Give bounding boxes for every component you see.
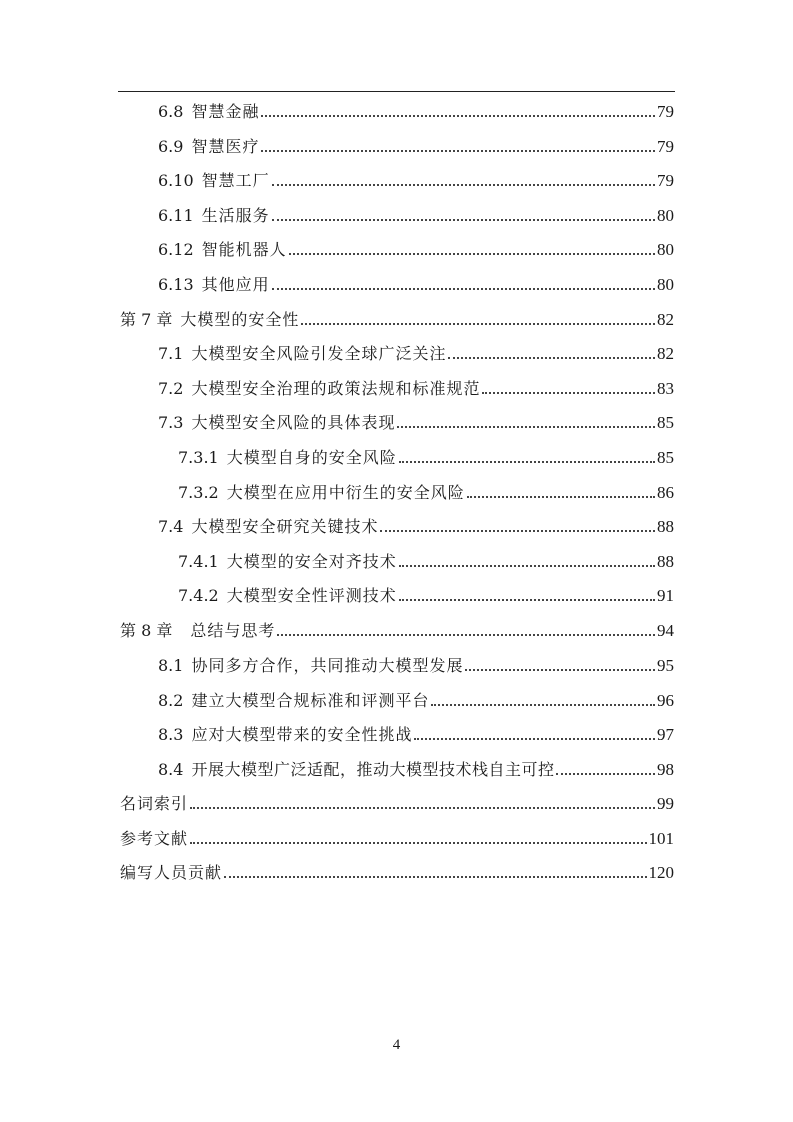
dot-leader <box>261 115 655 117</box>
toc-subentry[interactable] <box>178 580 674 606</box>
toc-entry[interactable] <box>158 234 674 260</box>
toc-subentry[interactable] <box>178 546 674 572</box>
toc-entry-number: 7.3.2 <box>178 483 219 502</box>
toc-entry-number: 6.9 <box>158 137 184 156</box>
toc-entry-title: 生活服务 <box>201 206 270 225</box>
toc-entry-number: 7.2 <box>158 379 184 398</box>
dot-leader <box>190 842 646 844</box>
toc-entry-references[interactable] <box>120 823 674 849</box>
toc-entry-title: 大模型自身的安全风险 <box>226 448 397 467</box>
toc-entry-number: 7.3 <box>158 413 184 432</box>
toc-entry[interactable] <box>158 685 674 711</box>
toc-entry[interactable] <box>158 165 674 191</box>
dot-leader <box>224 876 646 878</box>
dot-leader <box>399 565 655 567</box>
toc-entry-page: 79 <box>657 171 674 190</box>
toc-entry-page: 97 <box>657 725 674 744</box>
toc-entry-title: 大模型的安全性 <box>180 310 300 329</box>
toc-entry-number: 6.12 <box>158 240 194 259</box>
toc-entry-page: 80 <box>657 275 674 294</box>
toc-entry-page: 96 <box>657 691 674 710</box>
toc-entry-index[interactable] <box>120 788 674 814</box>
dot-leader <box>289 253 655 255</box>
toc-entry-title: 大模型安全风险引发全球广泛关注 <box>191 344 447 363</box>
dot-leader <box>272 184 655 186</box>
dot-leader <box>482 392 655 394</box>
dot-leader <box>272 288 655 290</box>
toc-entry-page: 94 <box>657 621 674 640</box>
toc-entry-title: 应对大模型带来的安全性挑战 <box>191 725 413 744</box>
toc-entry-page: 88 <box>657 552 674 571</box>
toc-entry-title: 智能机器人 <box>201 240 287 259</box>
dot-leader <box>277 634 655 636</box>
dot-leader <box>190 807 655 809</box>
toc-entry-number: 第 8 章 <box>120 621 173 640</box>
toc-subentry[interactable] <box>178 442 674 468</box>
toc-entry-title: 大模型在应用中衍生的安全风险 <box>226 483 465 502</box>
toc-entry-title: 大模型安全研究关键技术 <box>191 517 379 536</box>
toc-entry-page: 88 <box>657 517 674 536</box>
toc-entry-page: 101 <box>648 829 674 848</box>
toc-entry-number: 7.3.1 <box>178 448 219 467</box>
dot-leader <box>431 704 655 706</box>
dot-leader <box>465 669 655 671</box>
toc-entry-page: 85 <box>657 448 674 467</box>
toc-entry-page: 91 <box>657 586 674 605</box>
toc-chapter[interactable] <box>120 304 674 330</box>
toc-entry-title: 协同多方合作，共同推动大模型发展 <box>191 656 464 675</box>
toc-entry-number: 第 7 章 <box>120 310 173 329</box>
toc-entry-contributors[interactable] <box>120 857 674 883</box>
toc-entry-number: 6.8 <box>158 102 184 121</box>
toc-entry-title: 名词索引 <box>120 794 189 813</box>
toc-entry-title: 参考文献 <box>120 829 189 848</box>
toc-entry[interactable] <box>158 407 674 433</box>
page-number: 4 <box>392 1037 401 1053</box>
dot-leader <box>261 150 655 152</box>
toc-entry-title: 建立大模型合规标准和评测平台 <box>191 691 430 710</box>
toc-entry-title: 大模型安全性评测技术 <box>226 586 397 605</box>
toc-entry-number: 8.3 <box>158 725 184 744</box>
dot-leader <box>399 461 655 463</box>
toc-entry-page: 82 <box>657 310 674 329</box>
toc-entry-number: 8.2 <box>158 691 184 710</box>
toc-entry-title: 开展大模型广泛适配，推动大模型技术栈自主可控 <box>191 760 555 779</box>
toc-entry-title: 编写人员贡献 <box>120 863 223 882</box>
dot-leader <box>556 773 655 775</box>
toc-entry-page: 80 <box>657 240 674 259</box>
toc-entry-page: 79 <box>657 137 674 156</box>
toc-entry-title: 智慧金融 <box>191 102 260 121</box>
toc-entry[interactable] <box>158 373 674 399</box>
toc-chapter[interactable] <box>120 615 674 641</box>
toc-subentry[interactable] <box>178 477 674 503</box>
toc-entry-page: 79 <box>657 102 674 121</box>
toc-entry-title: 大模型安全治理的政策法规和标准规范 <box>191 379 481 398</box>
toc-entry-title: 大模型安全风险的具体表现 <box>191 413 396 432</box>
toc-entry[interactable] <box>158 269 674 295</box>
toc-entry[interactable] <box>158 131 674 157</box>
toc-entry-page: 98 <box>657 760 674 779</box>
toc-entry-number: 6.13 <box>158 275 194 294</box>
toc-entry-page: 85 <box>657 413 674 432</box>
dot-leader <box>399 599 655 601</box>
dot-leader <box>467 496 655 498</box>
toc-entry-number: 8.4 <box>158 760 184 779</box>
toc-entry[interactable] <box>158 200 674 226</box>
toc-entry[interactable] <box>158 338 674 364</box>
toc-entry-title: 大模型的安全对齐技术 <box>226 552 397 571</box>
toc-entry-page: 83 <box>657 379 674 398</box>
dot-leader <box>301 323 655 325</box>
toc-entry-number: 7.4.1 <box>178 552 219 571</box>
toc-entry-number: 7.4 <box>158 517 184 536</box>
toc-entry-number: 8.1 <box>158 656 184 675</box>
toc-entry[interactable] <box>158 719 674 745</box>
toc-entry-title: 智慧医疗 <box>191 137 260 156</box>
dot-leader <box>272 219 655 221</box>
toc-entry-page: 86 <box>657 483 674 502</box>
toc-entry-number: 6.10 <box>158 171 194 190</box>
dot-leader <box>414 738 655 740</box>
toc-entry[interactable] <box>158 754 674 780</box>
toc-entry[interactable] <box>158 511 674 537</box>
toc-entry[interactable] <box>158 96 674 122</box>
toc-entry-page: 99 <box>657 794 674 813</box>
dot-leader <box>448 357 655 359</box>
toc-entry-page: 80 <box>657 206 674 225</box>
toc-entry-number: 7.1 <box>158 344 184 363</box>
dot-leader <box>397 426 655 428</box>
toc-entry-title: 智慧工厂 <box>201 171 270 190</box>
dot-leader <box>380 530 655 532</box>
toc-entry-page: 120 <box>648 863 674 882</box>
header-rule <box>118 91 675 92</box>
toc-entry-number: 7.4.2 <box>178 586 219 605</box>
toc-entry-page: 95 <box>657 656 674 675</box>
toc-entry-page: 82 <box>657 344 674 363</box>
toc-entry[interactable] <box>158 650 674 676</box>
toc-entry-number: 6.11 <box>158 206 194 225</box>
toc-entry-title: 其他应用 <box>201 275 270 294</box>
toc-entry-title: 总结与思考 <box>190 621 276 640</box>
